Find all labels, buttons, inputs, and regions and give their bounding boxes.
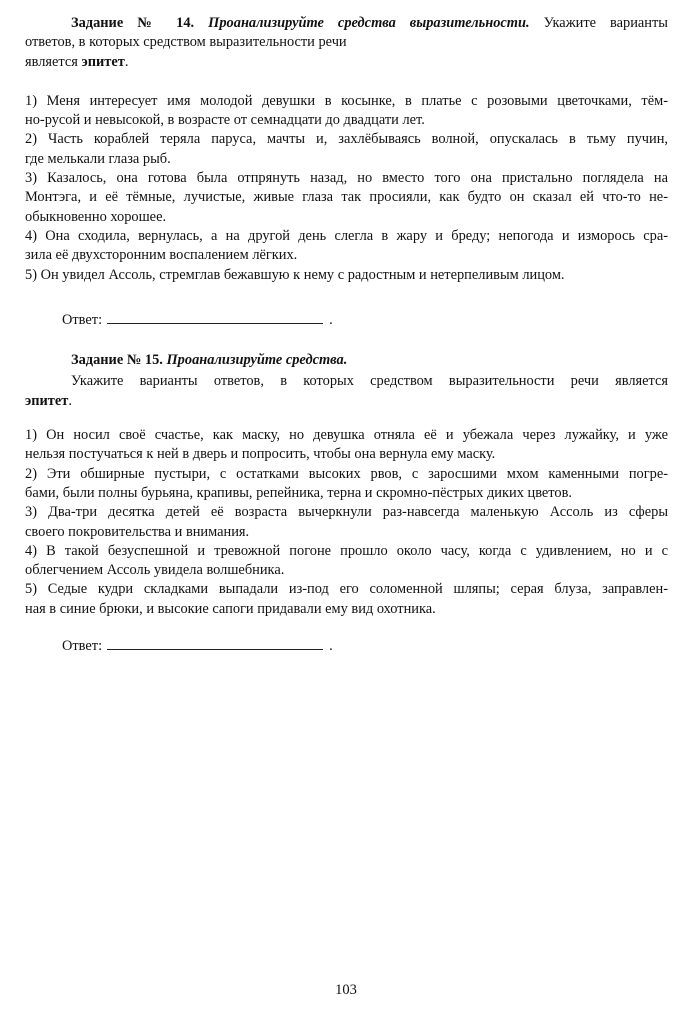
task-15-intro-line2 [25,392,668,411]
task-15-item-3 [25,503,668,542]
answer-label: Ответ: [62,311,103,328]
item-line: своего покровительства и внимания. [25,523,250,540]
term-epithet: эпитет [81,53,125,70]
item-line: 5) Он увидел Ассоль, стремглав бежавшую к нему с радостным и нетерпеливым лицом. [25,266,565,283]
answer-period: . [329,638,333,655]
answer-blank [107,636,323,650]
term-period: . [124,53,129,70]
item-line: где мелькали глаза рыб. [25,150,171,167]
task-15-answer [25,636,668,656]
task-15-items [25,426,668,619]
answer-label: Ответ: [62,638,103,655]
item-line: 5) Седые кудри складками выпадали из-под его соломенной шляпы; серая блуза, заправлен- [25,581,668,598]
task-15-instruction: Проанализируйте средства. [162,352,348,369]
item-line: 1) Он носил своё счастье, как маску, но девушка отняла её и убежала через лужайку, и уже [25,427,668,444]
page-number: 103 [335,982,357,998]
item-line: 3) Два-три десятка детей её возраста вычеркнули раз-навсегда маленькую Ассоль из сферы [25,504,668,521]
task-14-heading: Задание № 14. [71,15,195,31]
item-line: нельзя постучаться к ней в дверь и попросить, чтобы она вернула ему маску. [25,446,496,463]
item-line: обыкновенно хорошее. [25,208,167,225]
item-line: облегчением Ассоль увидела волшебника. [25,562,285,579]
task-15-heading-line [25,351,668,370]
task-14-intro [25,14,668,72]
answer-period: . [329,311,333,328]
item-line: Монтэга, и её тёмные, лучистые, живые глаза так просияли, как будто он сказал ей что-то не- [25,189,668,206]
task-14-heading-line [25,14,668,33]
item-line: 3) Казалось, она готова была отпрянуть назад, но вместо того она пристально поглядела на [25,170,668,187]
item-line: 2) Эти обширные пустыри, с остатками высоких рвов, с заросшими мхом каменными погре- [25,465,668,482]
item-line: 4) В такой безуспешной и тревожной погоне прошло около часу, когда с удивлением, но и с [25,542,668,559]
task-14-item-1 [25,92,668,131]
task-15-intro [25,372,668,411]
term-period: . [68,392,72,409]
term-epithet: эпитет [25,392,69,409]
task-14-item-4 [25,227,668,266]
task-14-intro-line3 [25,53,668,72]
item-line: 4) Она сходила, вернулась, а на другой день слегла в жару и бреду; непогода и изморось сра- [25,227,668,244]
task-15-item-4 [25,542,668,581]
task-14-intro-rest: Укажите варианты [529,15,668,31]
item-line: но-русой и невысокой, в возрасте от семнадцати до двадцати лет. [25,112,425,129]
item-line: 2) Часть кораблей теряла паруса, мачты и, захлёбываясь волной, опускалась в тьму пучин, [25,131,668,148]
task-14-instruction: Проанализируйте средства выразительности. [194,15,530,31]
task-14-items [25,92,668,285]
answer-blank [107,310,323,324]
task-14-intro-line2: ответов, в которых средством выразительности речи [25,34,347,51]
task-14-item-5 [25,266,668,285]
item-line: ная в синие брюки, и высокие сапоги придавали ему вид охотника. [25,600,436,617]
task-15-item-5 [25,580,668,619]
item-line: бами, были полны бурьяна, крапивы, репейника, терна и скромно-пёстрых диких цветов. [25,484,572,501]
task-15-intro-line1: Укажите варианты ответов, в которых средством выразительности речи является [71,373,668,390]
task-14-item-2 [25,130,668,169]
task-15-section [25,351,668,656]
task-15-heading: Задание № 15. [71,352,163,369]
task-14-section [25,14,668,330]
task-14-answer [25,310,668,330]
task-15-heading-para [25,351,668,370]
task-14-intro-line3-prefix: является [25,53,82,70]
task-15-item-2 [25,465,668,504]
item-line: 1) Меня интересует имя молодой девушки в косынке, в платье с розовыми цветочками, тём- [25,92,668,109]
task-15-item-1 [25,426,668,465]
task-14-item-3 [25,169,668,227]
item-line: зила её двухсторонним воспалением лёгких. [25,247,298,264]
